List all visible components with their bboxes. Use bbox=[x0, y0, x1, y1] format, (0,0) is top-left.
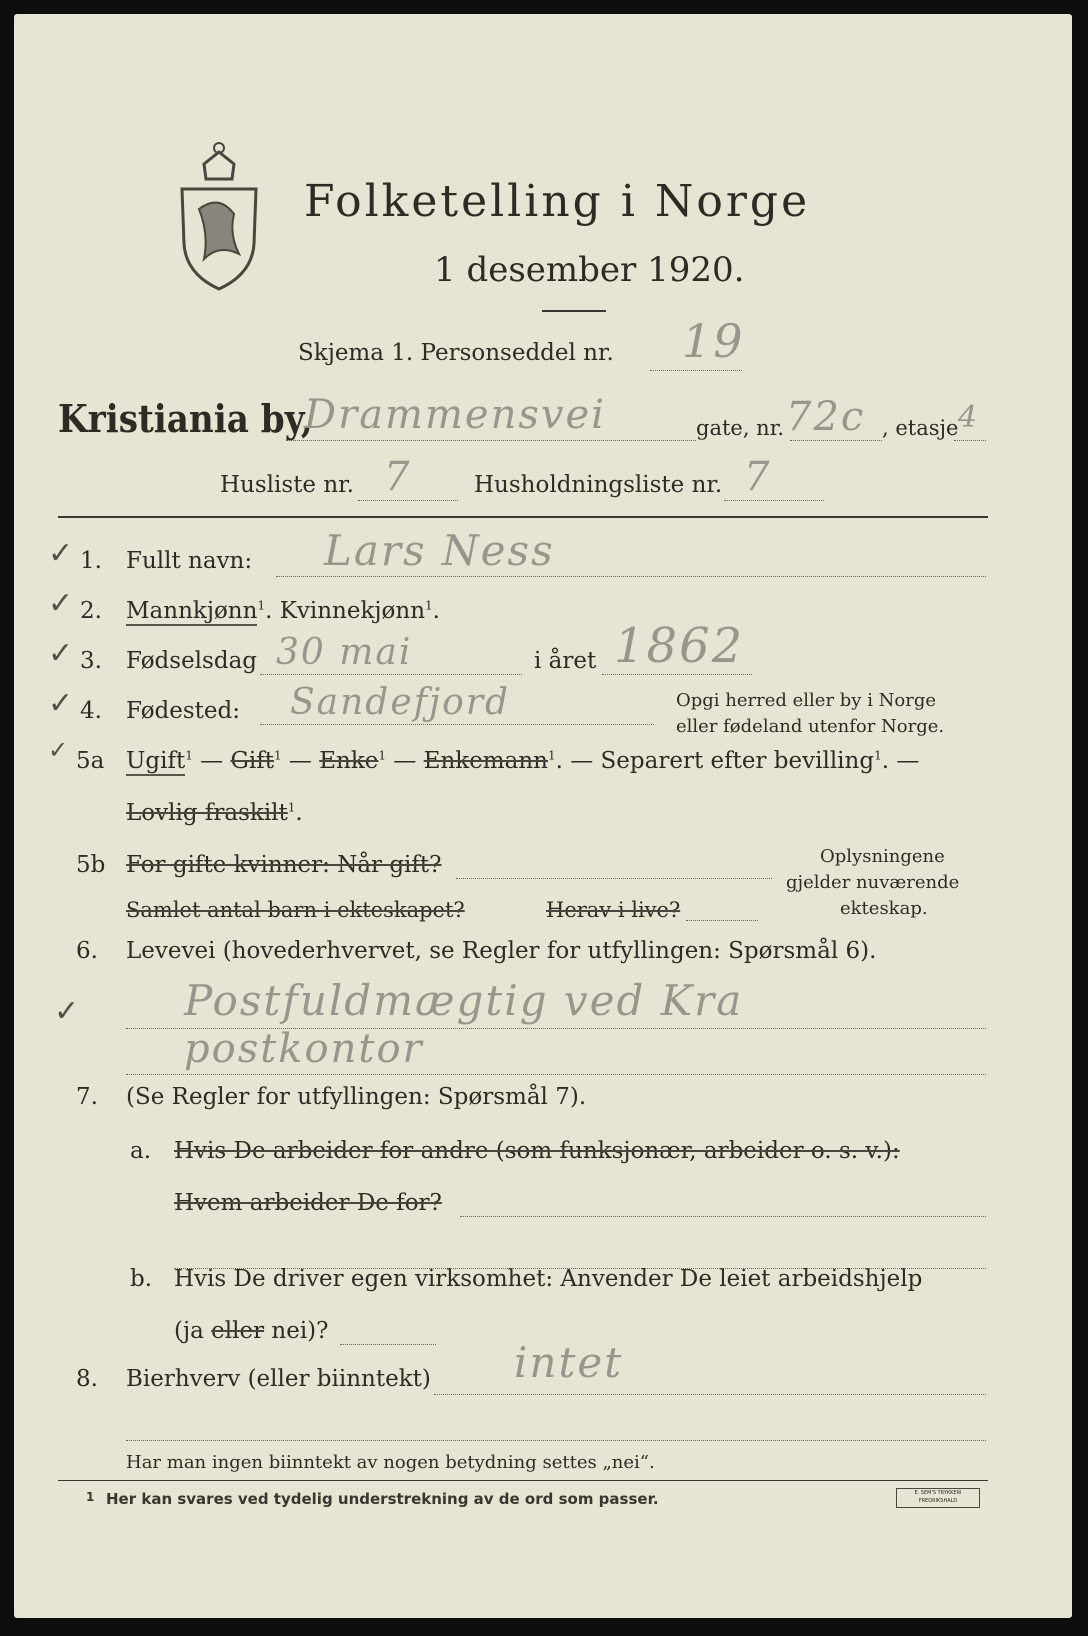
q5a-lovlig-option[interactable]: Lovlig fraskilt bbox=[126, 800, 288, 826]
q3-year[interactable]: 1862 bbox=[614, 618, 745, 674]
q2-options: Mannkjønn$^1$. Kvinnekjønn$^1$. bbox=[126, 598, 440, 624]
q2-female-option[interactable]: Kvinnekjønn bbox=[279, 598, 426, 624]
husliste-label: Husliste nr. bbox=[220, 472, 354, 498]
q4-label: Fødested: bbox=[126, 698, 241, 724]
house-line bbox=[790, 440, 882, 441]
q5a-gift-option[interactable]: Gift bbox=[230, 748, 274, 774]
census-date: 1 desember 1920. bbox=[434, 250, 745, 290]
q5b-note-1: Oplysningene bbox=[820, 846, 945, 867]
check-mark-icon: ✓ bbox=[54, 994, 80, 1029]
check-mark-icon: ✓ bbox=[48, 636, 74, 671]
q8-value[interactable]: intet bbox=[514, 1338, 624, 1387]
q7-label: (Se Regler for utfyllingen: Spørsmål 7). bbox=[126, 1084, 587, 1110]
q5a-options: Ugift$^1$ — Gift$^1$ — Enke$^1$ — Enkemann$^1$. — Separert efter bevilling$^1$. — bbox=[126, 748, 920, 774]
q5b-note-2: gjelder nuværende bbox=[786, 872, 960, 893]
q8-line-1 bbox=[434, 1394, 986, 1395]
q3-value[interactable]: 30 mai bbox=[276, 632, 413, 673]
q1-label: Fullt navn: bbox=[126, 548, 253, 574]
q5b-line-2-dots bbox=[686, 920, 758, 921]
q8-label: Bierhverv (eller biinntekt) bbox=[126, 1366, 431, 1392]
q8-line-2 bbox=[126, 1440, 986, 1441]
q5a-enke-option[interactable]: Enke bbox=[319, 748, 379, 774]
etasje-label: , etasje bbox=[882, 416, 959, 440]
etasje-line bbox=[954, 440, 986, 441]
q4-number: 4. bbox=[80, 698, 102, 724]
header-rule bbox=[58, 516, 988, 518]
q3-line bbox=[260, 674, 522, 675]
q5b-line-2b: Herav i live? bbox=[546, 898, 681, 922]
q3-year-line bbox=[602, 674, 752, 675]
q4-value[interactable]: Sandefjord bbox=[290, 682, 511, 723]
q3-year-label: i året bbox=[534, 648, 597, 674]
q6-value-1[interactable]: Postfuldmægtig ved Kra bbox=[184, 976, 744, 1025]
q6-line-2 bbox=[126, 1074, 986, 1075]
street-line bbox=[286, 440, 696, 441]
form-label: Skjema 1. Personseddel nr. bbox=[298, 340, 614, 366]
q1-number: 1. bbox=[80, 548, 102, 574]
q7a-text: Hvis De arbeider for andre (som funksjonær, arbeider o. s. v.): bbox=[174, 1138, 900, 1164]
footnote: Her kan svares ved tydelig understrekning av de ord som passer. bbox=[106, 1490, 659, 1508]
q5b-line-1: For gifte kvinner: Når gift? bbox=[126, 852, 442, 878]
q1-line bbox=[276, 576, 986, 577]
etasje-value[interactable]: 4 bbox=[958, 400, 980, 435]
q7b-text: Hvis De driver egen virksomhet: Anvender De leiet arbeidshjelp bbox=[174, 1266, 923, 1292]
gate-label: gate, nr. bbox=[696, 416, 785, 440]
q5a-lovlig: Lovlig fraskilt$^1$. bbox=[126, 800, 303, 826]
check-mark-icon: ✓ bbox=[48, 586, 74, 621]
q4-note-1: Opgi herred eller by i Norge bbox=[676, 690, 937, 711]
q5a-number: 5a bbox=[76, 748, 105, 774]
husholdning-line bbox=[724, 500, 824, 501]
coat-of-arms-icon bbox=[174, 134, 264, 294]
q5a-enkemann-option[interactable]: Enkemann bbox=[423, 748, 548, 774]
q5b-line-1-dots bbox=[456, 878, 772, 879]
form-title: Folketelling i Norge bbox=[304, 176, 811, 227]
city-label: Kristiania by, bbox=[58, 396, 313, 441]
census-form bbox=[14, 14, 1072, 1618]
q2-number: 2. bbox=[80, 598, 102, 624]
q6-value-2[interactable]: postkontor bbox=[184, 1026, 424, 1072]
q4-note-2: eller fødeland utenfor Norge. bbox=[676, 716, 945, 737]
husholdning-value[interactable]: 7 bbox=[744, 454, 772, 500]
check-mark-icon: ✓ bbox=[48, 686, 74, 721]
printer-stamp: E. SEM'S TRYKKERI FREDRIKSHALD bbox=[896, 1488, 980, 1508]
husliste-line bbox=[358, 500, 458, 501]
q7a-line-1 bbox=[460, 1216, 986, 1217]
q7-number: 7. bbox=[76, 1084, 98, 1110]
q7b-line bbox=[340, 1344, 436, 1345]
footer-rule bbox=[58, 1480, 988, 1481]
personseddel-line bbox=[650, 370, 742, 371]
q5b-number: 5b bbox=[76, 852, 106, 878]
q7a-number: a. bbox=[130, 1138, 152, 1164]
q8-number: 8. bbox=[76, 1366, 98, 1392]
q5a-separert-option[interactable]: . — Separert efter bevilling bbox=[555, 748, 875, 774]
q7b-answer: (ja eller nei)? bbox=[174, 1318, 329, 1344]
husholdning-label: Husholdningsliste nr. bbox=[474, 472, 723, 498]
personseddel-nr[interactable]: 19 bbox=[682, 314, 745, 368]
footnote-mark: 1 bbox=[86, 1490, 95, 1504]
q6-label: Levevei (hovederhvervet, se Regler for utfyllingen: Spørsmål 6). bbox=[126, 938, 877, 964]
check-mark-icon: ✓ bbox=[48, 536, 74, 571]
q6-number: 6. bbox=[76, 938, 98, 964]
q7b-number: b. bbox=[130, 1266, 153, 1292]
q1-value[interactable]: Lars Ness bbox=[324, 526, 555, 575]
check-mark-icon: ✓ bbox=[48, 736, 69, 764]
title-rule bbox=[542, 310, 606, 312]
bottom-note: Har man ingen biinntekt av nogen betydning settes „nei“. bbox=[126, 1452, 655, 1473]
q5a-ugift-option[interactable]: Ugift bbox=[126, 748, 186, 774]
q3-label: Fødselsdag bbox=[126, 648, 258, 674]
q4-line bbox=[260, 724, 654, 725]
q2-male-option[interactable]: Mannkjønn bbox=[126, 598, 258, 624]
q5b-line-2a: Samlet antal barn i ekteskapet? bbox=[126, 898, 465, 922]
street-value[interactable]: Drammensvei bbox=[304, 392, 606, 438]
q7a-question: Hvem arbeider De for? bbox=[174, 1190, 442, 1216]
house-nr[interactable]: 72c bbox=[786, 394, 866, 440]
q3-number: 3. bbox=[80, 648, 102, 674]
husliste-value[interactable]: 7 bbox=[384, 454, 412, 500]
q5b-note-3: ekteskap. bbox=[840, 898, 928, 919]
